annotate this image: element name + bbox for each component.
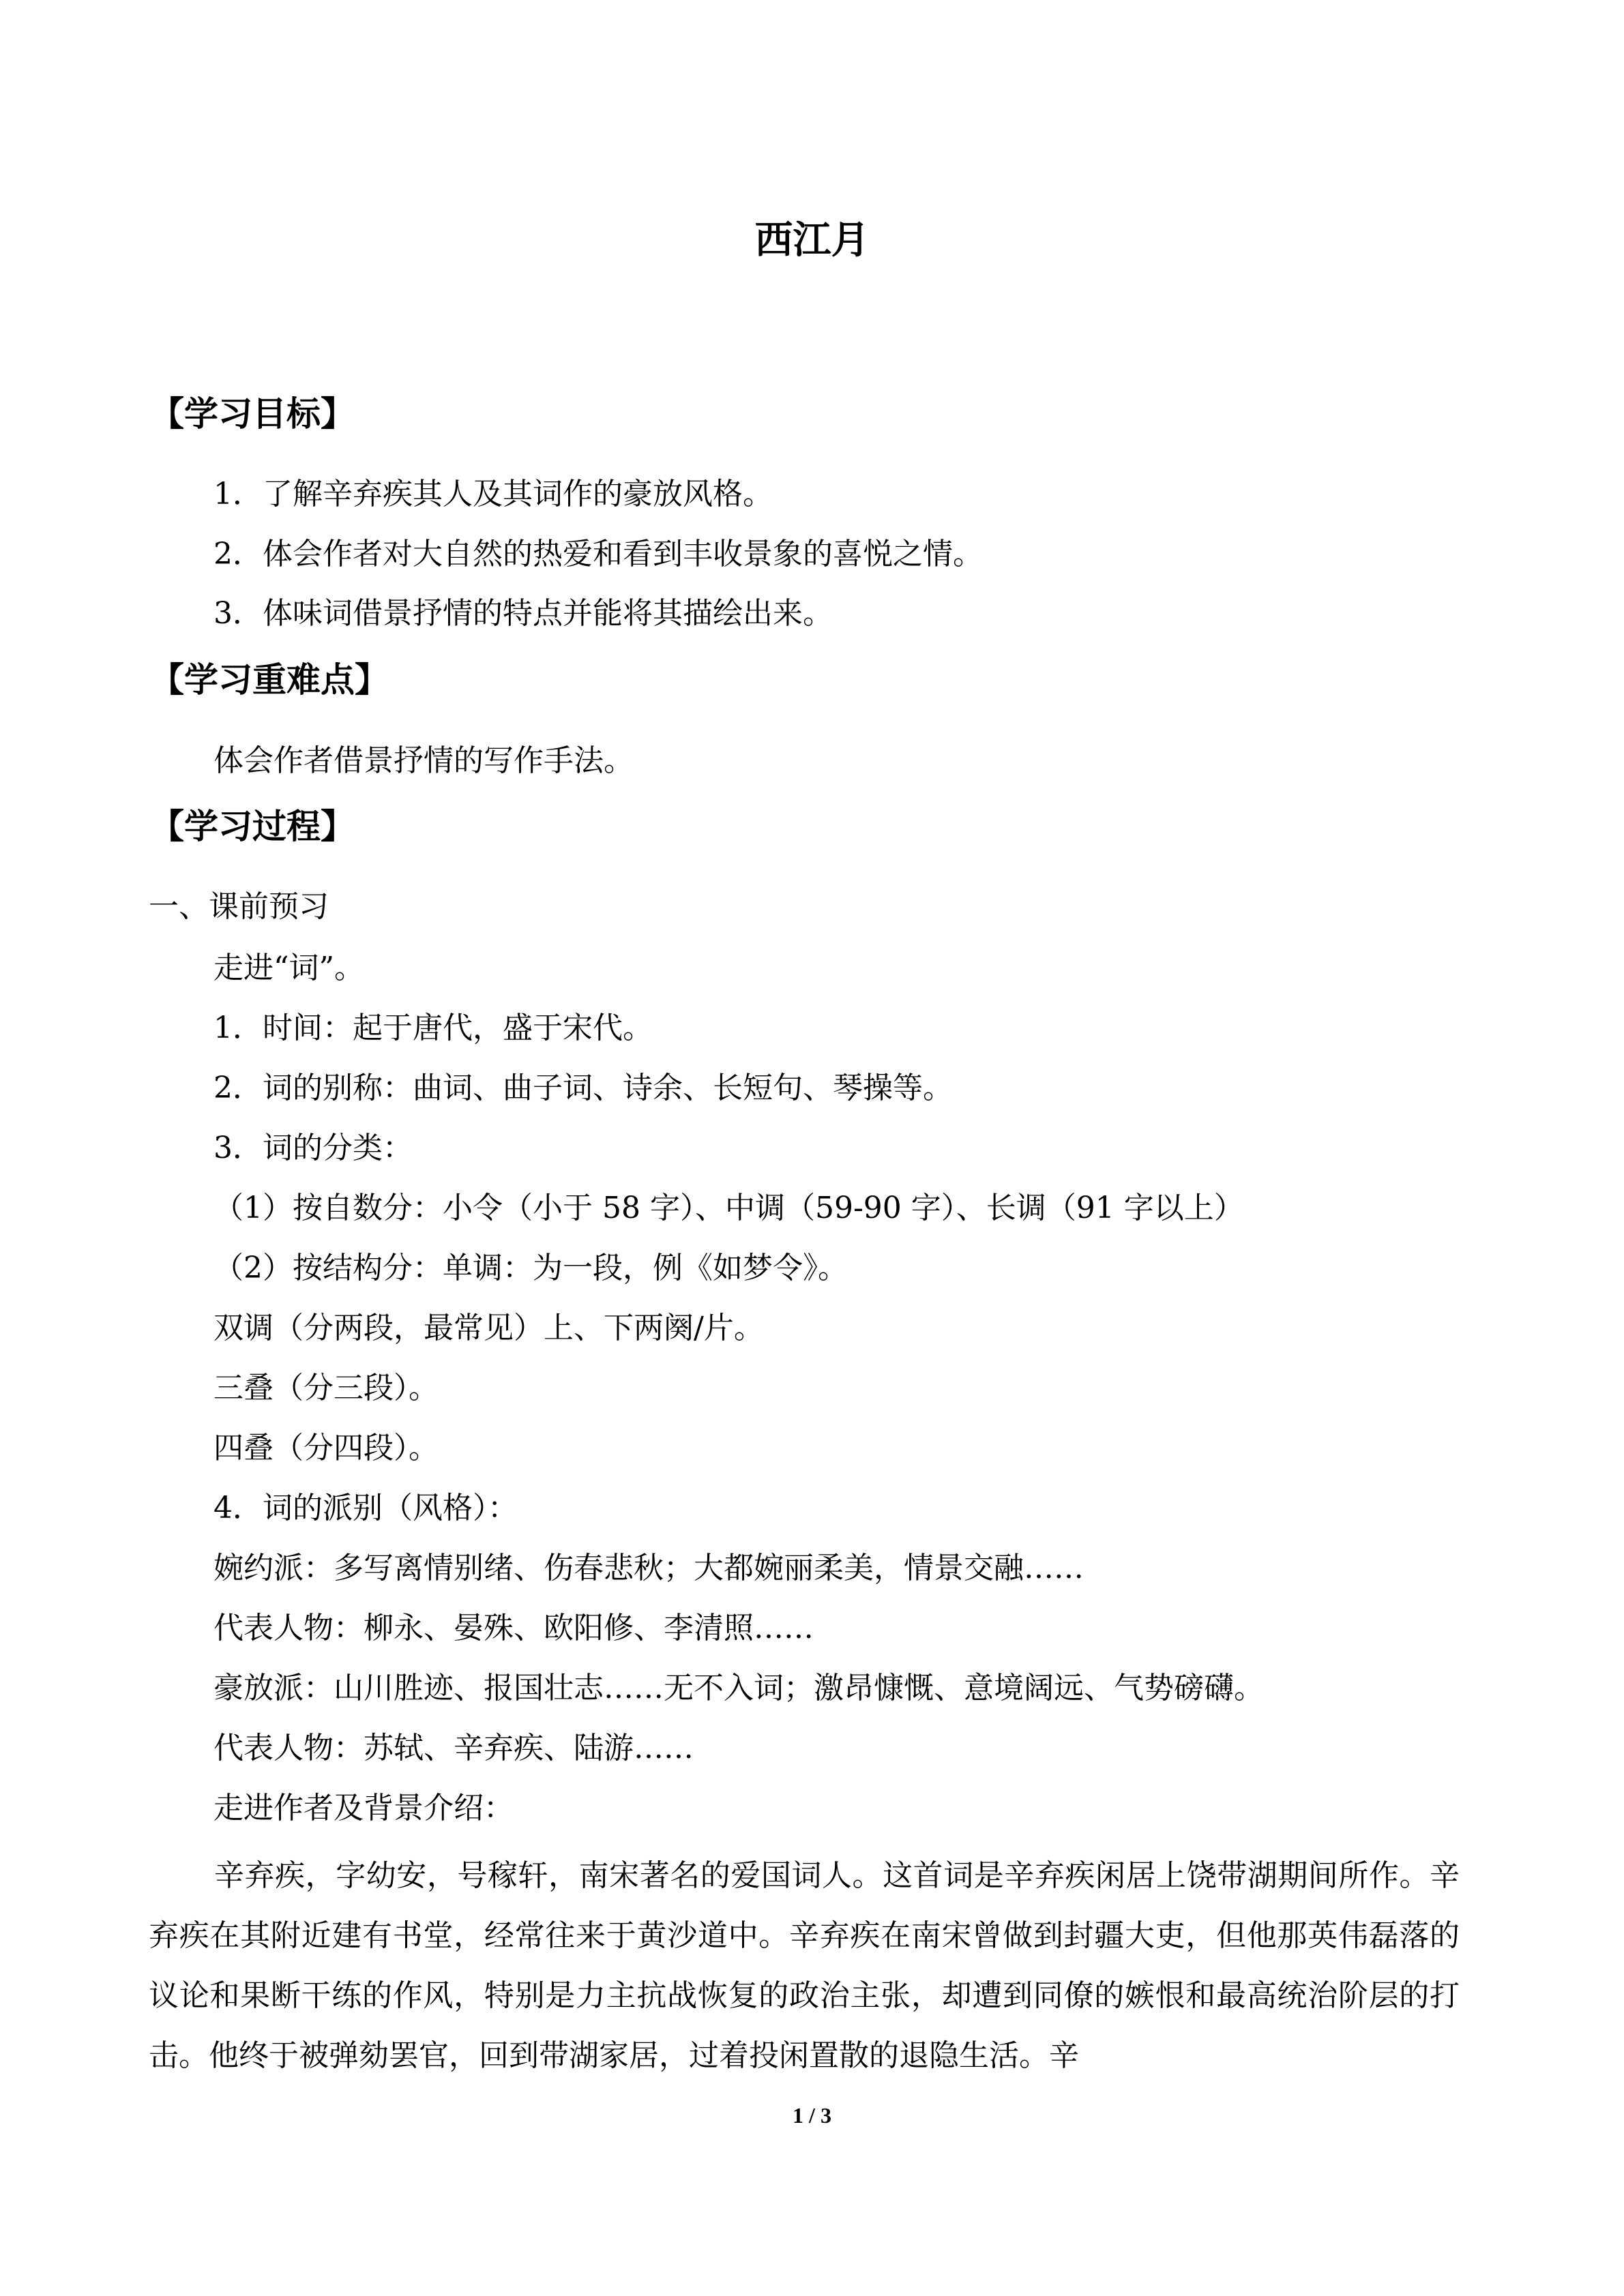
process-line: 3．词的分类：: [213, 1131, 413, 1165]
process-line: 代表人物：苏轼、辛弃疾、陆游……: [213, 1731, 694, 1765]
process-line: 1．时间：起于唐代，盛于宋代。: [213, 1011, 653, 1045]
goal-item: 3．体味词借景抒情的特点并能将其描绘出来。: [213, 596, 833, 631]
process-line: 走进“词”。: [213, 951, 364, 985]
goal-item: 2．体会作者对大自然的热爱和看到丰收景象的喜悦之情。: [213, 537, 983, 571]
section-heading-goals: 【学习目标】: [150, 394, 355, 434]
author-background-paragraph: 辛弃疾，字幼安，号稼轩，南宋著名的爱国词人。这首词是辛弃疾闲居上饶带湖期间所作。辛弃疾在其附近建有书堂，经常往来于黄沙道中。辛弃疾在南宋曾做到封疆大吏，但他那英伟磊落的议论和果断干练的作风，特别是力主抗战恢复的政治主张，却遭到同僚的嫉恨和最高统治阶层的打击。他终于被弹劾罢官，回到带湖家居，过着投闲置散的退隐生活。辛: [149, 1858, 1460, 2073]
process-subheading: 一、课前预习: [149, 889, 329, 924]
keypoints-text: 体会作者借景抒情的写作手法。: [213, 743, 634, 778]
process-line: 4．词的派别（风格）：: [213, 1491, 518, 1525]
goal-item: 1．了解辛弃疾其人及其词作的豪放风格。: [213, 477, 773, 511]
process-line: 代表人物：柳永、晏殊、欧阳修、李清照……: [213, 1611, 814, 1645]
process-line: 四叠（分四段）。: [213, 1431, 439, 1465]
process-line: 婉约派：多写离情别绪、伤春悲秋；大都婉丽柔美，情景交融……: [213, 1551, 1084, 1585]
process-line: 双调（分两段，最常见）上、下两阕/片。: [213, 1311, 764, 1345]
process-line: （1）按自数分：小令（小于 58 字）、中调（59-90 字）、长调（91 字以上）: [213, 1191, 1244, 1225]
section-heading-process: 【学习过程】: [150, 807, 355, 846]
process-line: 走进作者及背景介绍：: [213, 1791, 514, 1825]
process-line: 豪放派：山川胜迹、报国壮志……无不入词；激昂慷慨、意境阔远、气势磅礴。: [213, 1671, 1264, 1705]
document-title: 西江月: [754, 218, 870, 263]
process-line: 三叠（分三段）。: [213, 1371, 439, 1405]
process-line: 2．词的别称：曲词、曲子词、诗余、长短句、琴操等。: [213, 1071, 953, 1105]
process-line: （2）按结构分：单调：为一段，例《如梦令》。: [213, 1251, 848, 1285]
page-number: 1 / 3: [793, 2103, 831, 2128]
section-heading-keypoints: 【学习重难点】: [150, 660, 389, 700]
